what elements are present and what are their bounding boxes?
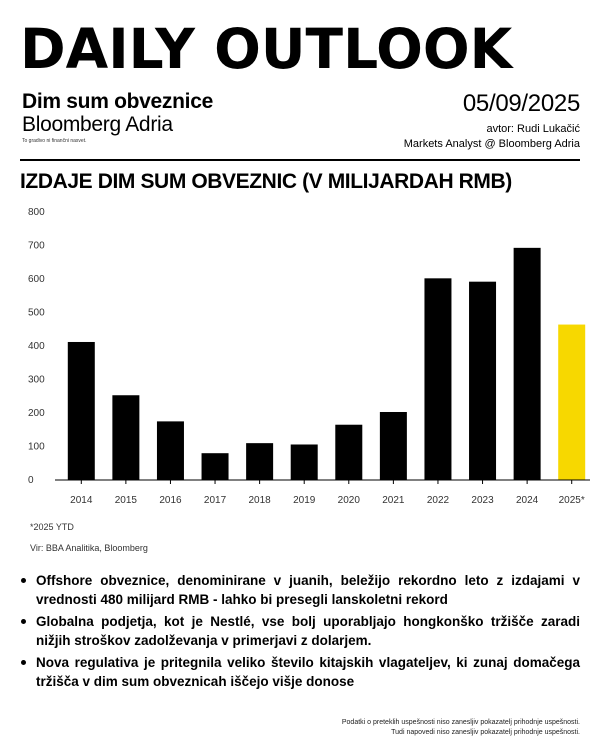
y-tick-label: 100 bbox=[28, 441, 45, 453]
topic-title: Dim sum obveznice bbox=[22, 90, 213, 113]
tiny-note: To gradivo ni finančni nasvet. bbox=[22, 138, 87, 144]
x-tick-label: 2024 bbox=[516, 495, 539, 506]
disclaimer-line: Tudi napovedi niso zanesljiv pokazatelj prihodnje uspešnosti. bbox=[391, 729, 580, 736]
y-tick-label: 400 bbox=[28, 341, 45, 352]
bars bbox=[68, 248, 585, 480]
y-tick-label: 300 bbox=[28, 374, 45, 386]
report-date: 05/09/2025 bbox=[462, 90, 580, 117]
y-tick-label: 600 bbox=[28, 274, 45, 285]
bar-2018 bbox=[246, 443, 273, 480]
bar-chart bbox=[0, 195, 600, 515]
x-axis-ticks bbox=[70, 480, 585, 506]
x-tick-label: 2017 bbox=[203, 495, 227, 506]
x-tick-label: 2023 bbox=[471, 495, 494, 506]
x-tick-label: 2021 bbox=[382, 495, 405, 506]
masthead-title: DAILY OUTLOOK bbox=[20, 17, 513, 81]
y-tick-label: 700 bbox=[28, 240, 45, 252]
x-tick-label: 2025* bbox=[558, 495, 585, 506]
x-tick-label: 2022 bbox=[426, 495, 450, 506]
author-role: Markets Analyst @ Bloomberg Adria bbox=[403, 138, 580, 150]
bar-2021 bbox=[380, 412, 407, 480]
y-axis-ticks bbox=[28, 207, 45, 486]
bar-2014 bbox=[68, 342, 95, 480]
bar-2023 bbox=[469, 282, 496, 480]
chart-title: IZDAJE DIM SUM OBVEZNIC (V MILIJARDAH RMB) bbox=[20, 170, 512, 193]
bar-2022 bbox=[424, 278, 451, 480]
x-tick-label: 2015 bbox=[114, 495, 137, 506]
x-tick-label: 2019 bbox=[293, 495, 316, 506]
y-tick-label: 200 bbox=[28, 408, 45, 419]
x-tick-label: 2020 bbox=[337, 495, 360, 506]
bullet-item: Globalna podjetja, kot je Nestlé, vse bolj uporabljajo hongkonško tržišče zaradi nižjih stroškov zadolževanja v primerjavi z dolarjem. bbox=[18, 612, 580, 650]
bar-2015 bbox=[112, 395, 139, 480]
disclaimer bbox=[342, 718, 580, 738]
bar-2016 bbox=[157, 421, 184, 480]
chart-footnote: *2025 YTD bbox=[30, 522, 74, 532]
x-tick-label: 2016 bbox=[159, 495, 182, 506]
bar-2017 bbox=[202, 453, 229, 480]
header-divider bbox=[20, 159, 580, 161]
bullet-item: Offshore obveznice, denominirane v juanih, beležijo rekordno leto z izdajami v vrednosti 480 milijard RMB - lahko bi presegli lanskoletni rekord bbox=[18, 571, 580, 609]
chart-source: Vir: BBA Analitika, Bloomberg bbox=[30, 543, 148, 553]
disclaimer-line: Podatki o preteklih uspešnosti niso zanesljiv pokazatelj prihodnje uspešnosti. bbox=[341, 719, 580, 726]
brand-name: Bloomberg Adria bbox=[22, 113, 173, 136]
bullet-list bbox=[18, 571, 580, 694]
author-line: avtor: Rudi Lukačić bbox=[486, 123, 580, 135]
bar-2025-ytd bbox=[558, 325, 585, 480]
y-tick-label: 800 bbox=[28, 207, 45, 218]
bar-2024 bbox=[514, 248, 541, 480]
x-tick-label: 2018 bbox=[248, 495, 271, 506]
y-tick-label: 500 bbox=[28, 307, 45, 319]
bar-2019 bbox=[291, 444, 318, 480]
bar-2020 bbox=[335, 425, 362, 480]
y-tick-label: 0 bbox=[28, 475, 34, 486]
bullet-item: Nova regulativa je pritegnila veliko število kitajskih vlagateljev, ki zunaj domačega tržišča v dim sum obveznicah iščejo višje donose bbox=[18, 653, 580, 691]
x-tick-label: 2014 bbox=[70, 495, 93, 506]
